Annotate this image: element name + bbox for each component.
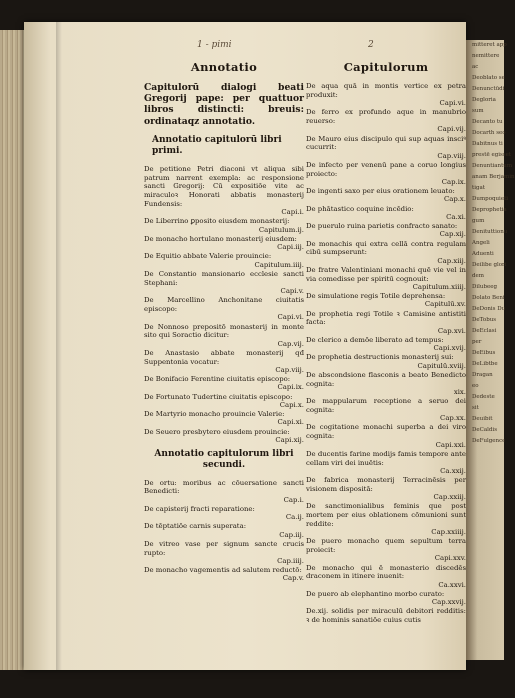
toc-entry [306, 205, 466, 222]
facing-page-line: mitteret app [472, 42, 507, 48]
chapter-number: Capi.xij. [275, 435, 304, 444]
toc-entry [306, 82, 466, 108]
entry-text: De Anastasio abbate monasterij qđ Suppentonia vocatur: [144, 348, 304, 366]
facing-page-line: DeTobus [472, 317, 497, 323]
entry-text: De mappularum receptione a seruo dei cognita: [306, 397, 466, 414]
entry-text: De monacho hortulano monasterij eiusdem: [144, 234, 297, 243]
toc-entry [144, 323, 304, 349]
chapter-number: Capi.xi. [277, 418, 304, 427]
toc-entry [306, 607, 466, 625]
entry-text: De Seuero presbytero eiusdem prouincie: [144, 427, 290, 436]
entry-text: De Martyrio monacho prouincie Valerie: [144, 410, 285, 419]
handwritten-note-left: 1 - pimi [197, 40, 232, 50]
chapter-number: xix. [453, 387, 466, 396]
chapter-number: Ca.ij. [285, 513, 304, 522]
toc-entry [306, 266, 466, 292]
entry-text: De phātastico coquine incēdio: [306, 204, 414, 213]
facing-page-line: Degloria [472, 97, 496, 103]
toc-entry [144, 296, 304, 322]
facing-page-line: Dabitnus ti [472, 141, 503, 147]
chapter-number: Capi.xxi. [435, 440, 466, 449]
chapter-number: Cap.xij. [439, 230, 466, 239]
facing-page-line: Dolato Beni [472, 295, 505, 301]
chapter-number: Capi.i. [281, 208, 304, 217]
facing-page-line: Dedeste [472, 394, 495, 400]
entry-text: De puero monacho quem sepultum terra proiecit: [306, 537, 466, 555]
chapter-number: Cap.viij. [275, 365, 304, 374]
entry-text: De puerulo ruina parietis confracto sanato: [306, 222, 458, 231]
column-heading-right: Capitulorum [343, 60, 429, 74]
toc-entry [144, 479, 304, 505]
toc-entry [306, 108, 466, 134]
entry-text: De aqua quā in montis vertice ex petra produxit: [306, 82, 466, 99]
chapter-number: Cap.iij. [279, 530, 304, 539]
facing-page-line: Aduenti [472, 251, 494, 257]
facing-page-line: Deuibit [472, 416, 493, 422]
toc-entry [144, 566, 304, 583]
chapter-number: Cap.xxiiij. [431, 528, 466, 537]
facing-page-line: Dumpoquieti [472, 196, 509, 202]
facing-page-line: eo [472, 383, 479, 389]
entry-text: De tēptatiōe carnis superata: [144, 522, 247, 531]
toc-entry [306, 353, 466, 370]
chapter-number: Cap.x. [443, 195, 466, 204]
toc-entry [144, 349, 304, 375]
entry-text: De Nonnoso prepositō monasterij in monte sito qui Soractio dicitur: [144, 322, 304, 340]
facing-page-line: Denunctūdi [472, 86, 505, 92]
chapter-number: Ca.xxvi. [438, 580, 466, 589]
facing-page-line: anam Berjamin [472, 174, 515, 180]
facing-page-line: prestē egisset [472, 152, 512, 158]
facing-page-line: Deprophetia [472, 207, 507, 213]
entry-text: De Fortunato Tudertine ciuitatis episcopo: [144, 392, 293, 401]
intro-paragraph: Capitulorū dialogi beati Gregorij pape: per quattuor libros distincti: breuis: ordinataqz annotatio. [144, 82, 304, 127]
chapter-number: Cap.xiij. [437, 256, 466, 265]
facing-page-line: Decanto tu [472, 119, 503, 125]
entry-text: De Constantio mansionario ecclesie sancti Stephani: [144, 269, 304, 287]
chapter-number: Capi.xxv. [434, 554, 466, 563]
toc-entry [306, 450, 466, 476]
toc-entry [144, 410, 304, 427]
entry-text: De infecto per venenū pane a coruo longius proiecto: [306, 160, 466, 178]
entry-text: De vitreo vase per signum sancte crucis rupto: [144, 539, 304, 557]
entry-text: De prophetia regi Totile ꝛ Camisine antistiti facta: [306, 309, 466, 327]
section-heading-book-1: Annotatio capitulorū libri primi. [152, 134, 282, 156]
facing-page-line: DeDonis Du [472, 306, 506, 312]
entry-text: De ferro ex profundo aque in manubrio reuerso: [306, 108, 466, 126]
chapter-number: Capi.vi. [439, 99, 466, 108]
facing-page-line: Denituttionu [472, 229, 508, 235]
toc-entry [144, 270, 304, 296]
toc-entry [144, 428, 304, 445]
chapter-number: Cap.i. [283, 495, 304, 504]
entry-text: De Liberrino ꝑposito eiusdem monasterij: [144, 217, 290, 226]
facing-page-line: Docarth seo [472, 130, 506, 136]
entry-text: De cogitatione monachi superba a dei viro cognita: [306, 423, 466, 441]
toc-entry [306, 336, 466, 353]
entry-text: De monacho vagementis ad salutem reductō: [144, 566, 302, 575]
toc-entry [306, 222, 466, 239]
entry-text: De fabrica monasterij Terracinēsis per visionem dispositā: [306, 476, 466, 493]
entry-text: De Equitio abbate Valerie prouincie: [144, 252, 272, 261]
toc-entry [144, 235, 304, 252]
facing-page-line: DeEclasi [472, 328, 497, 334]
toc-entry [144, 375, 304, 392]
chapter-number: Capi.ix. [277, 383, 304, 392]
facing-page-line: Dragan [472, 372, 493, 378]
toc-entry [306, 240, 466, 266]
page-stack-edge [0, 30, 24, 670]
toc-entry [306, 371, 466, 397]
facing-page-line: tigat [472, 185, 485, 191]
entry-text: De Bonifacio Ferentine ciuitatis episcopo: [144, 375, 291, 384]
page-gutter-shadow [56, 22, 62, 670]
facing-page-line: nemittere [472, 53, 500, 59]
entry-text: De ducentis farine modijs famis tempore ante cellam viri dei inuētis: [306, 449, 466, 467]
chapter-number: Capi.x. [279, 400, 304, 409]
entry-text: De Mauro eius discipulo qui sup aquas insciꝰ cucurrit: [306, 134, 466, 152]
facing-page-line: Deilibe glori [472, 262, 507, 268]
chapter-number: Cap.xx. [440, 414, 466, 423]
entry-text: De ortu: moribus ac cōuersatione sancti Benedicti: [144, 478, 304, 496]
toc-entry [306, 502, 466, 537]
book-2-entries-continued [306, 82, 466, 625]
facing-page-edge [466, 40, 515, 660]
column-heading: Annotatio [190, 60, 258, 74]
entry-text: De fratre Valentiniani monachi quē vie vel in via comedisse per spiritū cognouit: [306, 265, 466, 283]
facing-page-line: Denuntiantum [472, 163, 513, 169]
entry-text: De abscondsione flasconis a beato Benedicto cognita: [306, 370, 466, 388]
chapter-number: Capitulū.xviij. [417, 361, 466, 370]
chapter-number: Cap.v. [282, 574, 304, 583]
facing-page-line: per [472, 339, 482, 345]
chapter-number: Capi.vij. [437, 125, 466, 134]
facing-page-line: sum [472, 108, 484, 114]
toc-entry [144, 540, 304, 566]
handwritten-note-right: 2 [368, 40, 374, 50]
facing-page-line: sit [472, 405, 479, 411]
toc-entry [306, 423, 466, 449]
chapter-number: Cap.xvi. [437, 326, 466, 335]
chapter-number: Cap.vij. [277, 339, 304, 348]
toc-entry [144, 252, 304, 269]
entry-text: De Marcellino Anchonitane ciuitatis episcopo: [144, 296, 304, 314]
entry-text: De capisterij fracti reparatione: [144, 504, 255, 513]
chapter-number: Capi.vi. [277, 313, 304, 322]
chapter-number: Cap.ix. [441, 177, 466, 186]
chapter-number: Capitulum.xiiij. [412, 282, 466, 291]
chapter-number: Capitulum.iiij. [254, 260, 304, 269]
toc-entry [306, 187, 466, 204]
book-2-entries [144, 479, 304, 584]
facing-page-line: ac [472, 64, 479, 70]
toc-entry [144, 217, 304, 234]
toc-entry [306, 310, 466, 336]
entry-text: De monacho qui ē monasterio discedēs draconem in itinere inuenit: [306, 563, 466, 581]
toc-entry [306, 590, 466, 607]
entry-text: De ingenti saxo per eius orationem leuato: [306, 187, 455, 196]
toc-entry [306, 564, 466, 590]
toc-entry [144, 393, 304, 410]
facing-page-line: Angeli [472, 240, 490, 246]
entry-text: De prophetia destructionis monasterij sui: [306, 353, 454, 362]
facing-page-line: dem [472, 273, 484, 279]
toc-entry [306, 135, 466, 161]
facing-page-line: gum [472, 218, 485, 224]
facing-page-line: Dilubeeg [472, 284, 498, 290]
toc-entry [144, 165, 304, 217]
chapter-number: Cap.xxvij. [431, 598, 466, 607]
toc-entry [306, 537, 466, 563]
section-heading-book-2: Annotatio capitulorum libri secundi. [154, 448, 294, 470]
entry-text: De simulatione regis Totile deprehensa: [306, 292, 446, 301]
book-1-entries [144, 165, 304, 445]
chapter-number: Capi.xvij. [433, 344, 466, 353]
chapter-number: Capi.v. [280, 287, 304, 296]
chapter-number: Capitulum.ij. [258, 225, 304, 234]
entry-text: De.xij. solidis per miraculū debitori redditis: ꝛ de hominis sanatiōe cuius cutis [306, 607, 466, 625]
entry-text: De puero ab elephantino morbo curato: [306, 589, 445, 598]
chapter-number: Cap.viij. [437, 151, 466, 160]
chapter-number: Capi.iij. [277, 243, 304, 252]
entry-text: De monachis qui extra cellā contra regulam cibū sumpserunt: [306, 239, 466, 257]
facing-page-line: Deoblato se [472, 75, 505, 81]
toc-entry [144, 505, 304, 522]
entry-text: De petitione Petri diaconi vt aliqua sibi patrum narrent exempla: ac responsione sancti Gregorij: Cū expositiōe vite ac miraculoꝛ Honorati abbatis monasterij Fundensis: [144, 164, 304, 208]
toc-entry [144, 522, 304, 539]
chapter-number: Ca.xi. [446, 212, 466, 221]
toc-entry [306, 292, 466, 309]
toc-entry [306, 476, 466, 502]
left-column [144, 60, 304, 584]
entry-text: De clerico a demōe liberato ad tempus: [306, 335, 444, 344]
entry-text: De sanctimonialibus feminis que post mortem per eius oblationem cōmunioni sunt reddite: [306, 502, 466, 528]
right-column [306, 60, 466, 625]
chapter-number: Ca.xxij. [440, 466, 466, 475]
chapter-number: Cap.xxiij. [433, 493, 466, 502]
facing-page-line: DeFulgence [472, 438, 506, 444]
facing-page-line: DeLibtbe [472, 361, 498, 367]
toc-entry [306, 397, 466, 423]
chapter-number: Capitulū.xv. [424, 300, 466, 309]
facing-page-line: DeEibus [472, 350, 496, 356]
toc-entry [306, 161, 466, 187]
facing-page-line: DeCaldis [472, 427, 498, 433]
chapter-number: Cap.iiij. [277, 556, 304, 565]
